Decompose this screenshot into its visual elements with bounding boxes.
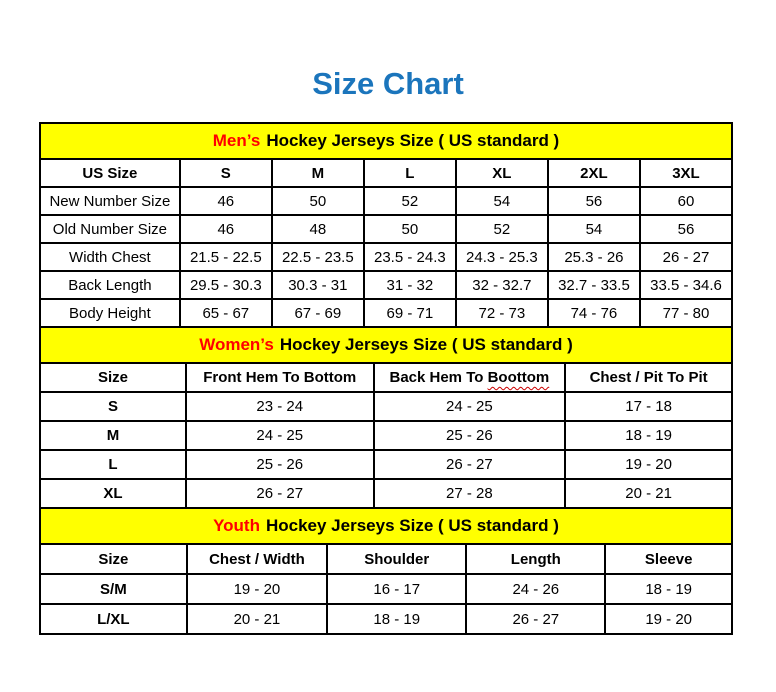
size-cell: 19 - 20 (605, 604, 732, 634)
size-cell: 25.3 - 26 (548, 243, 640, 271)
size-cell: 30.3 - 31 (272, 271, 364, 299)
column-header: Size (40, 363, 186, 392)
size-cell: 24 - 25 (374, 392, 566, 421)
column-header: Size (40, 544, 187, 574)
column-header: XL (456, 159, 548, 187)
size-cell: 52 (364, 187, 456, 215)
size-cell: 26 - 27 (374, 450, 566, 479)
row-label: Back Length (40, 271, 180, 299)
row-label: S (40, 392, 186, 421)
mens-banner-text: Hockey Jerseys Size ( US standard ) (266, 131, 560, 150)
table-row (40, 243, 732, 271)
size-cell: 56 (640, 215, 732, 243)
mens-banner (39, 122, 733, 158)
misspelled-word: Boottom (487, 369, 550, 386)
size-cell: 21.5 - 22.5 (180, 243, 272, 271)
page-title: Size Chart (312, 66, 464, 101)
youth-banner-highlight: Youth (213, 516, 260, 535)
table-row (40, 215, 732, 243)
size-cell: 19 - 20 (565, 450, 732, 479)
row-label: L/XL (40, 604, 187, 634)
table-row (40, 450, 732, 479)
size-cell: 56 (548, 187, 640, 215)
size-cell: 60 (640, 187, 732, 215)
size-cell: 26 - 27 (466, 604, 605, 634)
womens-banner-text: Hockey Jerseys Size ( US standard ) (279, 335, 573, 354)
column-header: Front Hem To Bottom (186, 363, 374, 392)
column-header: Chest / Pit To Pit (565, 363, 732, 392)
column-header-text: Back Hem To (389, 369, 484, 386)
womens-banner (39, 328, 733, 362)
row-label: New Number Size (40, 187, 180, 215)
size-cell: 72 - 73 (456, 299, 548, 327)
row-label: M (40, 421, 186, 450)
size-cell: 32 - 32.7 (456, 271, 548, 299)
womens-banner-highlight: Women’s (199, 335, 274, 354)
size-cell: 67 - 69 (272, 299, 364, 327)
size-cell: 20 - 21 (187, 604, 327, 634)
size-cell: 23.5 - 24.3 (364, 243, 456, 271)
column-header: 3XL (640, 159, 732, 187)
size-cell: 26 - 27 (640, 243, 732, 271)
size-cell: 54 (456, 187, 548, 215)
size-cell: 24 - 25 (186, 421, 374, 450)
size-cell: 24 - 26 (466, 574, 605, 604)
size-cell: 65 - 67 (180, 299, 272, 327)
youth-banner-text: Hockey Jerseys Size ( US standard ) (265, 516, 559, 535)
youth-banner (39, 509, 733, 543)
size-cell: 18 - 19 (565, 421, 732, 450)
column-header: M (272, 159, 364, 187)
size-cell: 69 - 71 (364, 299, 456, 327)
size-cell: 18 - 19 (605, 574, 732, 604)
womens-size-table (39, 362, 733, 509)
row-label: Body Height (40, 299, 180, 327)
size-cell: 50 (364, 215, 456, 243)
column-header: Shoulder (327, 544, 466, 574)
mens-banner-highlight: Men’s (212, 131, 261, 150)
size-cell: 19 - 20 (187, 574, 327, 604)
table-row (40, 421, 732, 450)
youth-size-table (39, 543, 733, 635)
table-header-row (40, 159, 732, 187)
size-cell: 46 (180, 187, 272, 215)
size-cell: 50 (272, 187, 364, 215)
table-header-row (40, 544, 732, 574)
column-header: 2XL (548, 159, 640, 187)
size-cell: 48 (272, 215, 364, 243)
size-cell: 25 - 26 (186, 450, 374, 479)
row-label: S/M (40, 574, 187, 604)
row-label: Old Number Size (40, 215, 180, 243)
column-header: US Size (40, 159, 180, 187)
size-cell: 29.5 - 30.3 (180, 271, 272, 299)
size-cell: 54 (548, 215, 640, 243)
size-cell: 74 - 76 (548, 299, 640, 327)
size-cell: 25 - 26 (374, 421, 566, 450)
table-row (40, 574, 732, 604)
table-row (40, 479, 732, 508)
column-header: L (364, 159, 456, 187)
row-label: L (40, 450, 186, 479)
size-cell: 22.5 - 23.5 (272, 243, 364, 271)
column-header: Length (466, 544, 605, 574)
size-chart-container (39, 122, 733, 635)
table-header-row (40, 363, 732, 392)
size-cell: 20 - 21 (565, 479, 732, 508)
size-cell: 26 - 27 (186, 479, 374, 508)
table-row (40, 604, 732, 634)
mens-size-table (39, 158, 733, 328)
column-header: S (180, 159, 272, 187)
table-row (40, 299, 732, 327)
table-row (40, 392, 732, 421)
size-cell: 77 - 80 (640, 299, 732, 327)
column-header (374, 363, 566, 392)
size-cell: 52 (456, 215, 548, 243)
column-header: Sleeve (605, 544, 732, 574)
row-label: Width Chest (40, 243, 180, 271)
table-row (40, 187, 732, 215)
size-cell: 24.3 - 25.3 (456, 243, 548, 271)
size-cell: 32.7 - 33.5 (548, 271, 640, 299)
table-row (40, 271, 732, 299)
row-label: XL (40, 479, 186, 508)
size-cell: 46 (180, 215, 272, 243)
size-cell: 16 - 17 (327, 574, 466, 604)
size-cell: 27 - 28 (374, 479, 566, 508)
size-cell: 31 - 32 (364, 271, 456, 299)
size-cell: 17 - 18 (565, 392, 732, 421)
size-cell: 33.5 - 34.6 (640, 271, 732, 299)
column-header: Chest / Width (187, 544, 327, 574)
size-cell: 18 - 19 (327, 604, 466, 634)
size-cell: 23 - 24 (186, 392, 374, 421)
